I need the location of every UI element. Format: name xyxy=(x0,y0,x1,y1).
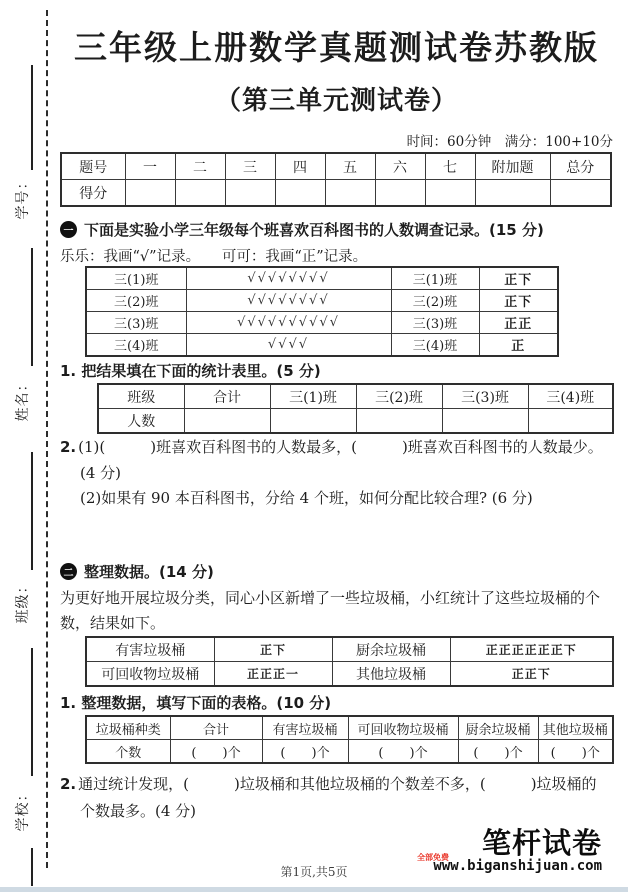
section1-q2-line3: (2)如果有 90 本百科图书，分给 4 个班，如何分配比较合理? (6 分) xyxy=(80,489,533,507)
class-name-cell: 三(3)班 xyxy=(391,312,479,334)
stats-header-cell: 合计 xyxy=(184,384,270,409)
bin-name-cell: 厨余垃圾桶 xyxy=(332,637,450,662)
count-blank-cell: ( )个 xyxy=(170,740,262,764)
class-name-cell: 三(1)班 xyxy=(391,267,479,290)
question-number: 2. xyxy=(60,438,77,456)
brand-logo xyxy=(417,828,602,874)
stats-header-cell: 班级 xyxy=(98,384,184,409)
section1-intro: 乐乐：我画“√”记录。 可可：我画“正”记录。 xyxy=(60,249,368,265)
section2-heading xyxy=(60,561,214,582)
tally-cell: 正正下 xyxy=(450,662,613,687)
count-header-cell: 有害垃圾桶 xyxy=(262,716,348,740)
score-blank-cell xyxy=(275,180,325,207)
class-name-cell: 三(4)班 xyxy=(391,334,479,357)
section2-intro-line2: 数，结果如下。 xyxy=(60,614,166,632)
section2-heading-text: 整理数据。(14 分) xyxy=(84,563,214,581)
score-header-cell: 总分 xyxy=(550,153,611,180)
score-blank-cell xyxy=(375,180,425,207)
stats-value-row xyxy=(98,409,613,434)
checkmarks-cell: √√√√ xyxy=(186,334,391,357)
stats-blank-cell xyxy=(270,409,356,434)
score-blank-cell xyxy=(325,180,375,207)
score-header-cell: 四 xyxy=(275,153,325,180)
stats-blank-cell xyxy=(184,409,270,434)
score-header-row xyxy=(61,153,611,180)
checkmarks-cell: √√√√√√√√ xyxy=(186,267,391,290)
score-header-cell: 二 xyxy=(175,153,225,180)
score-value-row xyxy=(61,180,611,207)
section1-q1: 1. 把结果填在下面的统计表里。(5 分) xyxy=(60,362,321,380)
tally-cell: 正 xyxy=(479,334,558,357)
record-row xyxy=(86,290,558,312)
margin-blank-line xyxy=(31,648,33,776)
score-header-cell: 题号 xyxy=(61,153,125,180)
tally-cell: 正下 xyxy=(479,267,558,290)
score-blank-cell xyxy=(225,180,275,207)
bin-name-cell: 可回收物垃圾桶 xyxy=(86,662,214,687)
tally-row xyxy=(86,662,613,687)
section-two-badge-icon: 二 xyxy=(60,563,77,580)
tally-cell: 正正正正正正下 xyxy=(450,637,613,662)
margin-label-class: 班级： xyxy=(15,578,31,624)
score-header-cell: 一 xyxy=(125,153,175,180)
section1-heading xyxy=(60,219,544,240)
margin-label-name: 姓名： xyxy=(15,376,31,422)
count-blank-cell: ( )个 xyxy=(262,740,348,764)
stats-header-cell: 三(3)班 xyxy=(442,384,528,409)
section2-q1: 1. 整理数据，填写下面的表格。(10 分) xyxy=(60,694,332,712)
count-value-row xyxy=(86,740,613,764)
score-table xyxy=(60,152,612,207)
paper-content xyxy=(58,0,615,892)
score-blank-cell xyxy=(425,180,475,207)
score-blank-cell xyxy=(475,180,550,207)
tally-cell: 正正正一 xyxy=(214,662,332,687)
bin-name-cell: 有害垃圾桶 xyxy=(86,637,214,662)
count-header-row xyxy=(86,716,613,740)
count-header-cell: 垃圾桶种类 xyxy=(86,716,170,740)
page-number: 第1页,共5页 xyxy=(280,865,348,879)
survey-record-table xyxy=(85,266,559,357)
question-number: 2. xyxy=(60,775,77,793)
margin-blank-line xyxy=(31,452,33,570)
count-blank-cell: ( )个 xyxy=(458,740,538,764)
brand-tagline: 全部免费 xyxy=(417,853,449,862)
section1-q2-line2: (4 分) xyxy=(80,464,122,482)
section1-q2-line1: 2. (1)( )班喜欢百科图书的人数最多，( )班喜欢百科图书的人数最少。 xyxy=(60,438,603,456)
count-header-cell: 合计 xyxy=(170,716,262,740)
class-name-cell: 三(2)班 xyxy=(86,290,186,312)
margin-label-student-id: 学号： xyxy=(15,174,31,220)
score-blank-cell xyxy=(550,180,611,207)
tally-cell: 正下 xyxy=(214,637,332,662)
page-subtitle: （第三单元测试卷） xyxy=(214,86,458,116)
stats-blank-cell xyxy=(356,409,442,434)
bin-count-table xyxy=(85,715,614,764)
stats-header-row xyxy=(98,384,613,409)
checkmarks-cell: √√√√√√√√ xyxy=(186,290,391,312)
class-name-cell: 三(4)班 xyxy=(86,334,186,357)
section1-heading-text: 下面是实验小学三年级每个班喜欢百科图书的人数调查记录。(15 分) xyxy=(84,221,544,239)
margin-blank-line xyxy=(31,65,33,170)
exam-meta: 时间：60分钟 满分：100+10分 xyxy=(406,134,613,150)
score-header-cell: 附加题 xyxy=(475,153,550,180)
bin-tally-table xyxy=(85,636,614,687)
stats-row-label: 人数 xyxy=(98,409,184,434)
stats-header-cell: 三(4)班 xyxy=(528,384,613,409)
checkmarks-cell: √√√√√√√√√√ xyxy=(186,312,391,334)
page-title: 三年级上册数学真题测试卷苏教版 xyxy=(74,28,599,67)
fold-dashed-line xyxy=(46,10,48,868)
tally-row xyxy=(86,637,613,662)
margin-label-school: 学校： xyxy=(15,786,31,832)
record-row xyxy=(86,312,558,334)
score-blank-cell xyxy=(175,180,225,207)
stats-blank-cell xyxy=(528,409,613,434)
class-name-cell: 三(1)班 xyxy=(86,267,186,290)
count-header-cell: 厨余垃圾桶 xyxy=(458,716,538,740)
record-row xyxy=(86,267,558,290)
score-header-cell: 七 xyxy=(425,153,475,180)
record-row xyxy=(86,334,558,357)
score-header-cell: 五 xyxy=(325,153,375,180)
score-header-cell: 三 xyxy=(225,153,275,180)
bin-name-cell: 其他垃圾桶 xyxy=(332,662,450,687)
count-blank-cell: ( )个 xyxy=(348,740,458,764)
class-name-cell: 三(3)班 xyxy=(86,312,186,334)
score-header-cell: 六 xyxy=(375,153,425,180)
count-row-label: 个数 xyxy=(86,740,170,764)
stats-blank-cell xyxy=(442,409,528,434)
count-blank-cell: ( )个 xyxy=(538,740,613,764)
count-header-cell: 可回收物垃圾桶 xyxy=(348,716,458,740)
tally-cell: 正下 xyxy=(479,290,558,312)
stats-header-cell: 三(2)班 xyxy=(356,384,442,409)
score-row-label: 得分 xyxy=(61,180,125,207)
count-header-cell: 其他垃圾桶 xyxy=(538,716,613,740)
tally-cell: 正正 xyxy=(479,312,558,334)
class-name-cell: 三(2)班 xyxy=(391,290,479,312)
section2-intro-line1: 为更好地开展垃圾分类，同心小区新增了一些垃圾桶，小红统计了这些垃圾桶的个 xyxy=(60,589,601,607)
section2-q2-line1: 2. 通过统计发现，( )垃圾桶和其他垃圾桶的个数差不多，( )垃圾桶的 xyxy=(60,775,597,793)
margin-blank-line xyxy=(31,248,33,366)
brand-name: 笔杆试卷 xyxy=(481,826,602,860)
stats-header-cell: 三(1)班 xyxy=(270,384,356,409)
section-one-badge-icon: 一 xyxy=(60,221,77,238)
stats-fill-table xyxy=(97,383,614,434)
brand-url: www.biganshijuan.com xyxy=(433,858,602,875)
bottom-edge-strip xyxy=(0,887,628,892)
section2-q2-line2: 个数最多。(4 分) xyxy=(80,802,197,820)
score-blank-cell xyxy=(125,180,175,207)
